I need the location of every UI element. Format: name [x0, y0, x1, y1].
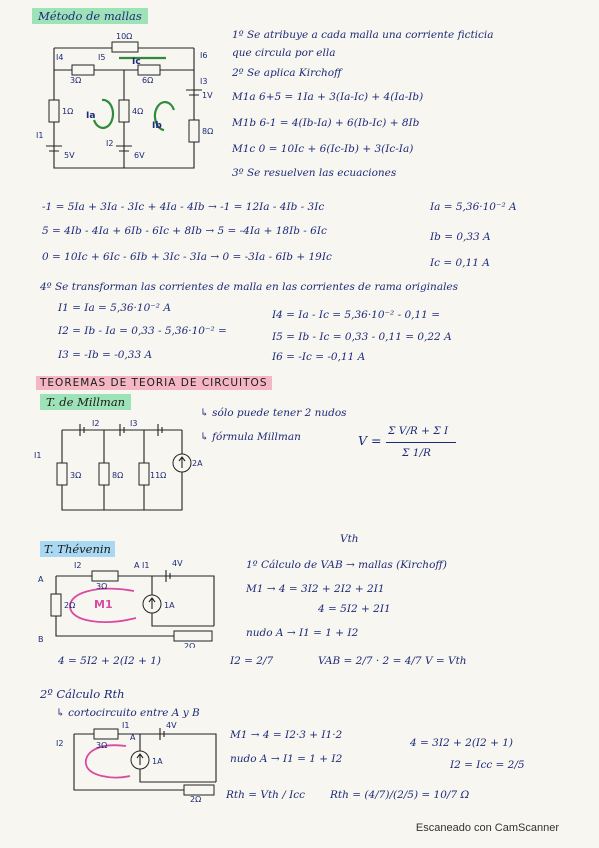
- step4: 4º Se transforman las corrientes de malla en las corrientes de rama originales: [40, 281, 459, 293]
- branch-i4: I4 = Ia - Ic = 5,36·10⁻² - 0,11 =: [272, 309, 440, 321]
- label-2b: 2Ω: [184, 642, 196, 648]
- label-node-b: B: [38, 635, 44, 644]
- millman-note2: ↳ fórmula Millman: [200, 431, 301, 443]
- label-1a: 1A: [164, 601, 175, 610]
- label-1: 1Ω: [62, 107, 74, 116]
- label-2a: 2A: [192, 459, 203, 468]
- eq-mesh-b: M1b 6-1 = 4(Ib-Ia) + 6(Ib-Ic) + 8Ib: [232, 117, 420, 129]
- label-mesh-c: Ic: [132, 57, 141, 67]
- rth-shortcircuit: ↳ cortocircuito entre A y B: [56, 707, 200, 719]
- branch-i5: I5 = Ib - Ic = 0,33 - 0,11 = 0,22 A: [272, 331, 452, 343]
- label-2: 2Ω: [190, 795, 202, 802]
- resistor-3: [94, 729, 118, 739]
- label-mesh-b: Ib: [152, 121, 162, 131]
- resistor-2: [51, 594, 61, 616]
- resistor-3: [92, 571, 118, 581]
- rth-title: 2º Cálculo Rth: [40, 687, 125, 701]
- scanner-watermark: Escaneado con CamScanner: [415, 822, 559, 834]
- branch-i3: I3 = -Ib = -0,33 A: [58, 349, 153, 361]
- resistor-3: [72, 65, 94, 75]
- millman-note1: ↳ sólo puede tener 2 nudos: [200, 407, 347, 419]
- label-i2: I2: [92, 419, 100, 428]
- label-6: 6Ω: [142, 76, 154, 85]
- resistor-2: [184, 785, 214, 795]
- label-4v: 4V: [172, 559, 183, 568]
- mesh-circuit-diagram: [34, 28, 224, 188]
- branch-i1: I1 = Ia = 5,36·10⁻² A: [58, 302, 171, 314]
- millman-formula-v: V =: [358, 433, 382, 448]
- rth-i2: I2 = Icc = 2/5: [450, 759, 525, 771]
- rth-nodo: nudo A → I1 = 1 + I2: [230, 753, 343, 765]
- eq-mesh-c: M1c 0 = 10Ic + 6(Ic-Ib) + 3(Ic-Ia): [232, 143, 414, 155]
- rth-circuit-diagram: [56, 720, 228, 802]
- label-i1: I1: [36, 131, 44, 140]
- resistor-3: [57, 463, 67, 485]
- resistor-8: [99, 463, 109, 485]
- label-i1: I1: [122, 721, 130, 730]
- label-11: 11Ω: [150, 471, 167, 480]
- rth-result: Rth = (4/7)/(2/5) = 10/7 Ω: [330, 789, 470, 801]
- resistor-8: [189, 120, 199, 142]
- thevenin-eq: 4 = 5I2 + 2(I2 + 1): [58, 655, 161, 667]
- step1-line1: 1º Se atribuye a cada malla una corriente ficticia: [232, 29, 494, 41]
- thevenin-m1: M1 → 4 = 3I2 + 2I2 + 2I1: [246, 583, 385, 595]
- label-3: 3Ω: [96, 741, 108, 750]
- step2: 2º Se aplica Kirchoff: [232, 67, 342, 79]
- section-title-mallas: Método de mallas: [32, 10, 148, 23]
- label-i2: I2: [106, 139, 114, 148]
- step3: 3º Se resuelven las ecuaciones: [232, 167, 397, 179]
- label-1v: 1V: [202, 91, 213, 100]
- label-node-a: A: [130, 733, 136, 742]
- rth-system: 4 = 3I2 + 2(I2 + 1): [410, 737, 513, 749]
- millman-fraction-bar: [386, 442, 456, 443]
- thevenin-nodo: nudo A → I1 = 1 + I2: [246, 627, 359, 639]
- resistor-6: [138, 65, 160, 75]
- resistor-1: [49, 100, 59, 122]
- label-m1: M1: [94, 598, 113, 611]
- label-6v: 6V: [134, 151, 145, 160]
- resistor-11: [139, 463, 149, 485]
- rth-m1: M1 → 4 = I2·3 + I1·2: [230, 729, 343, 741]
- label-i1: I1: [34, 451, 42, 460]
- thevenin-circuit-diagram: [34, 556, 224, 648]
- resistor-10: [112, 42, 138, 52]
- section-title-teoremas: TEOREMAS DE TEORIA DE CIRCUITOS: [36, 378, 272, 390]
- label-1a: 1A: [152, 757, 163, 766]
- label-3: 3Ω: [96, 582, 108, 591]
- solve-line1: -1 = 5Ia + 3Ia - 3Ic + 4Ia - 4Ib → -1 = 12Ia - 4Ib - 3Ic: [42, 201, 325, 213]
- eq-mesh-a: M1a 6+5 = 1Ia + 3(Ia-Ic) + 4(Ia-Ib): [232, 91, 424, 103]
- label-8: 8Ω: [202, 127, 214, 136]
- thevenin-i2: I2 = 2/7: [230, 655, 274, 667]
- label-mesh-a: Ia: [86, 111, 96, 121]
- mesh-arrow: [86, 745, 130, 777]
- label-4v: 4V: [166, 721, 177, 730]
- result-ic: Ic = 0,11 A: [430, 257, 490, 269]
- thevenin-vab: VAB = 2/7 · 2 = 4/7 V = Vth: [318, 655, 467, 667]
- label-i6: I6: [200, 51, 208, 60]
- result-ia: Ia = 5,36·10⁻² A: [430, 201, 517, 213]
- label-i4: I4: [56, 53, 64, 62]
- label-i2: I2: [56, 739, 64, 748]
- label-4: 4Ω: [132, 107, 144, 116]
- solve-line3: 0 = 10Ic + 6Ic - 6Ib + 3Ic - 3Ia → 0 = -3Ia - 6Ib + 19Ic: [42, 251, 332, 263]
- thevenin-step1: 1º Cálculo de VAB → mallas (Kirchoff): [246, 559, 447, 571]
- label-3: 3Ω: [70, 471, 82, 480]
- label-node-a: A: [38, 575, 44, 584]
- solve-line2: 5 = 4Ib - 4Ia + 6Ib - 6Ic + 8Ib → 5 = -4Ia + 18Ib - 6Ic: [42, 225, 327, 237]
- label-2: 2Ω: [64, 601, 76, 610]
- label-i1: A I1: [134, 561, 150, 570]
- step1-line2: que circula por ella: [232, 47, 336, 59]
- label-5v: 5V: [64, 151, 75, 160]
- millman-formula-num: Σ V/R + Σ I: [388, 425, 449, 437]
- label-10: 10Ω: [116, 32, 133, 41]
- thevenin-title: T. Thévenin: [40, 543, 115, 556]
- label-i2: I2: [74, 561, 82, 570]
- label-i3: I3: [200, 77, 208, 86]
- resistor-2b: [174, 631, 212, 641]
- branch-i2: I2 = Ib - Ia = 0,33 - 5,36·10⁻² =: [58, 325, 227, 337]
- branch-i6: I6 = -Ic = -0,11 A: [272, 351, 366, 363]
- result-ib: Ib = 0,33 A: [430, 231, 491, 243]
- millman-formula-den: Σ 1/R: [402, 447, 431, 459]
- thevenin-m1b: 4 = 5I2 + 2I1: [318, 603, 391, 615]
- millman-circuit-diagram: [32, 418, 207, 523]
- mesh-a-arrow: [94, 100, 113, 128]
- millman-title: T. de Millman: [40, 396, 131, 409]
- vth-overhead: Vth: [340, 533, 359, 545]
- label-3: 3Ω: [70, 76, 82, 85]
- rth-formula: Rth = Vth / Icc: [226, 789, 306, 801]
- label-i3: I3: [130, 419, 138, 428]
- label-i5: I5: [98, 53, 106, 62]
- label-8: 8Ω: [112, 471, 124, 480]
- resistor-4: [119, 100, 129, 122]
